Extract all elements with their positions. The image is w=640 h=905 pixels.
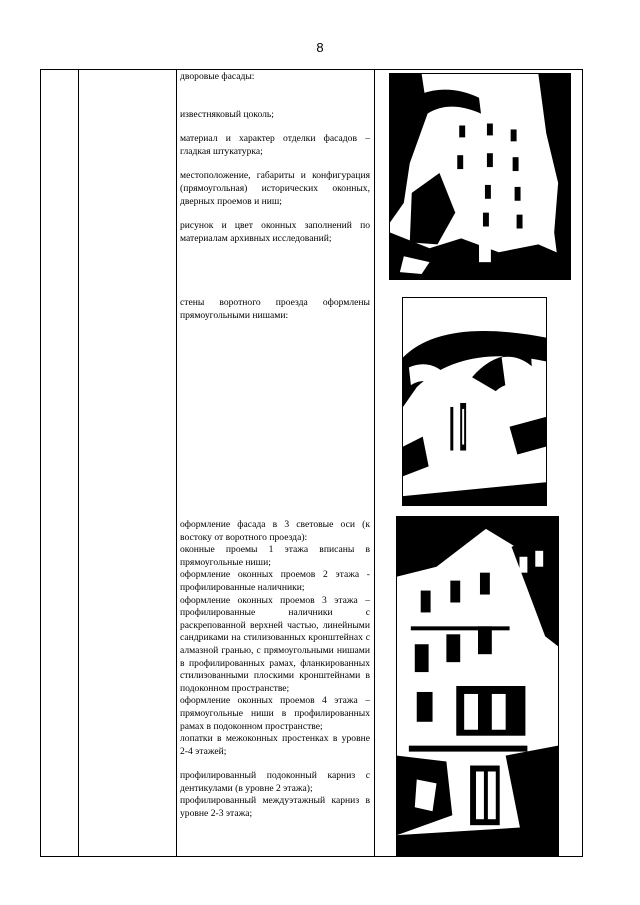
row-3-text	[180, 519, 370, 821]
page-number: 8	[316, 40, 324, 55]
document-table	[40, 69, 583, 857]
row-3-para-1: оформление фасада в 3 световые оси (к востоку от воротного проезда):	[180, 519, 370, 543]
row-2-para-1: стены воротного проезда оформлены прямоугольными нишами:	[180, 297, 370, 321]
row-3-para-7: профилированный подоконный карниз с дентикулами (в уровне 2 этажа);	[180, 770, 370, 794]
row-3-para-6: лопатки в межоконных простенках в уровне 2-4 этажей;	[180, 733, 370, 757]
photo-gateway-passage	[402, 297, 547, 506]
row-1-para-3: материал и характер отделки фасадов – гладкая штукатурка;	[180, 133, 370, 157]
row-1-para-2: известняковый цоколь;	[180, 108, 274, 120]
row-3-para-2: оконные проемы 1 этажа вписаны в прямоугольные ниши;	[180, 544, 370, 568]
photo-courtyard-facade	[389, 73, 571, 280]
photo-facade-three-axes	[396, 516, 559, 856]
column-divider-2	[176, 70, 177, 856]
row-3-para-4: оформление оконных проемов 3 этажа – профилированные наличники с раскрепованной верхней частью, линейными сандриками на стилизованных кронштейнах с алмазной гранью, с прямоугольными нишами в профилированных рамах, фланкированных стилизованными плоскими кронштейнами в подоконном пространстве;	[180, 594, 370, 694]
row-1-para-5: рисунок и цвет оконных заполнений по материалам архивных исследований;	[180, 220, 370, 244]
row-1-para-1: дворовые фасады:	[180, 71, 255, 82]
row-3-para-8: профилированный междуэтажный карниз в уровне 2-3 этажа;	[180, 795, 370, 820]
column-divider-3	[374, 70, 375, 856]
row-1-text	[180, 70, 370, 245]
row-1-para-4: местоположение, габариты и конфигурация (прямоугольная) исторических оконных, дверных проемов и ниш;	[180, 170, 370, 207]
row-3-para-5: оформление оконных проемов 4 этажа – прямоугольные ниши в профилированных рамах в подоконном пространстве;	[180, 695, 370, 732]
row-2-text	[180, 297, 370, 322]
column-divider-1	[78, 70, 79, 856]
row-3-para-3: оформление оконных проемов 2 этажа - профилированные наличники;	[180, 569, 370, 593]
